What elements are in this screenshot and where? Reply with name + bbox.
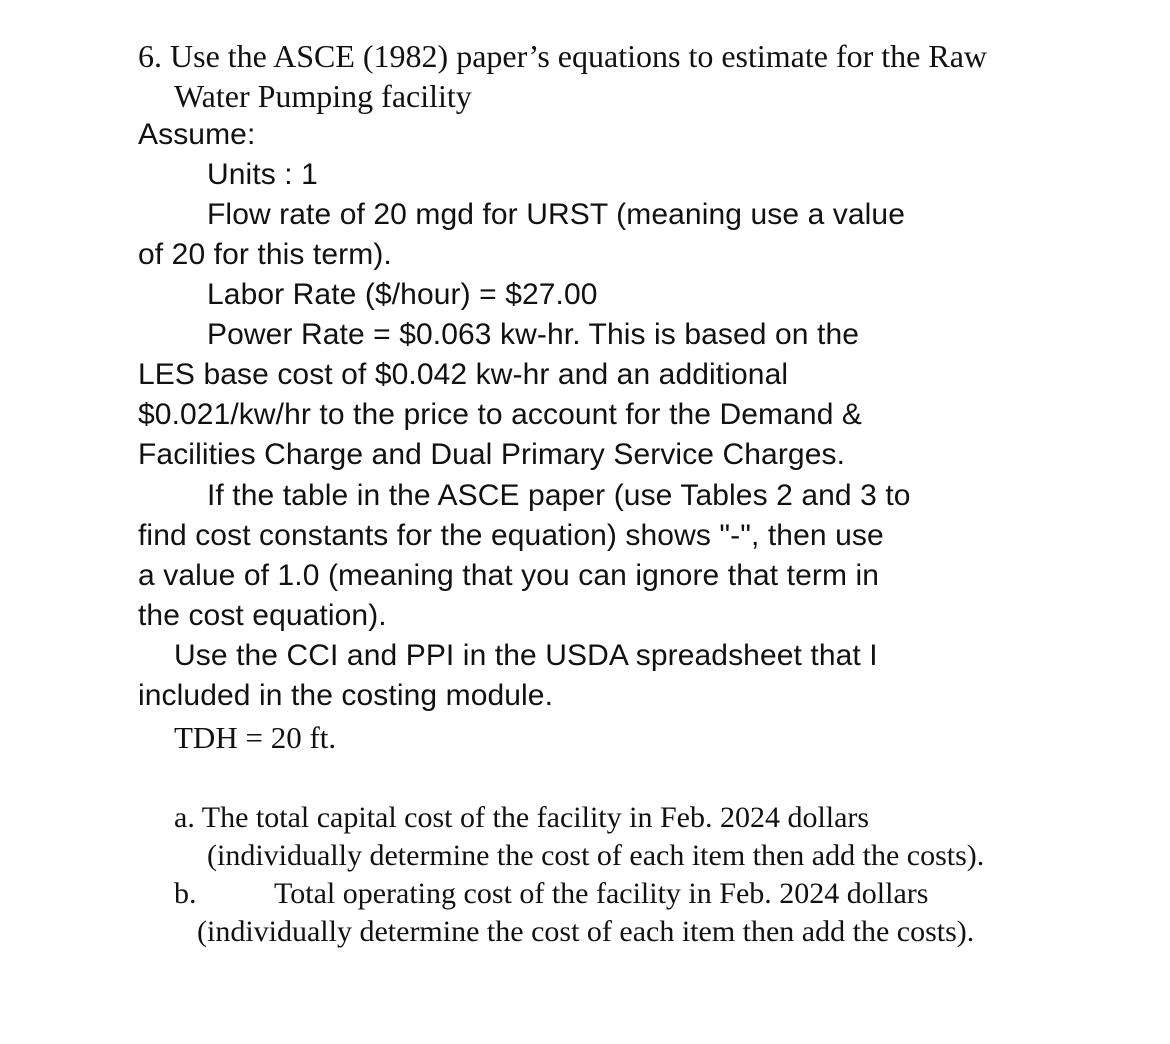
power-rate-line-3: $0.021/kw/hr to the price to account for the Demand & xyxy=(138,398,863,431)
cci-ppi-line-1: Use the CCI and PPI in the USDA spreadsheet that I xyxy=(174,639,878,672)
cci-ppi-line-2: included in the costing module. xyxy=(138,679,554,712)
table-note-line-3: a value of 1.0 (meaning that you can ignore that term in xyxy=(138,559,880,592)
power-rate-line-2: LES base cost of $0.042 kw-hr and an additional xyxy=(138,358,789,391)
units-line: Units : 1 xyxy=(207,158,318,191)
part-a-line-2: (individually determine the cost of each item then add the costs). xyxy=(207,839,985,872)
power-rate-line-1: Power Rate = $0.063 kw-hr. This is based on the xyxy=(207,318,860,351)
flow-rate-line-1: Flow rate of 20 mgd for URST (meaning use a value xyxy=(207,198,906,231)
part-b-label: b. xyxy=(174,877,197,910)
table-note-line-4: the cost equation). xyxy=(138,599,387,632)
question-line-2: Water Pumping facility xyxy=(174,78,472,114)
table-note-line-1: If the table in the ASCE paper (use Tables 2 and 3 to xyxy=(207,479,911,512)
table-note-line-2: find cost constants for the equation) shows "-", then use xyxy=(138,519,884,552)
flow-rate-line-2: of 20 for this term). xyxy=(138,238,392,271)
labor-rate-line: Labor Rate ($/hour) = $27.00 xyxy=(207,278,598,311)
power-rate-line-4: Facilities Charge and Dual Primary Service Charges. xyxy=(138,438,846,471)
part-b-line-2: (individually determine the cost of each item then add the costs). xyxy=(197,915,975,948)
tdh-line: TDH = 20 ft. xyxy=(174,720,337,755)
part-a-line-1: a. The total capital cost of the facility in Feb. 2024 dollars xyxy=(174,801,870,834)
assume-heading: Assume: xyxy=(138,118,256,151)
question-line-1: 6. Use the ASCE (1982) paper’s equations to estimate for the Raw xyxy=(138,38,988,74)
part-b-line-1: Total operating cost of the facility in Feb. 2024 dollars xyxy=(274,877,929,910)
